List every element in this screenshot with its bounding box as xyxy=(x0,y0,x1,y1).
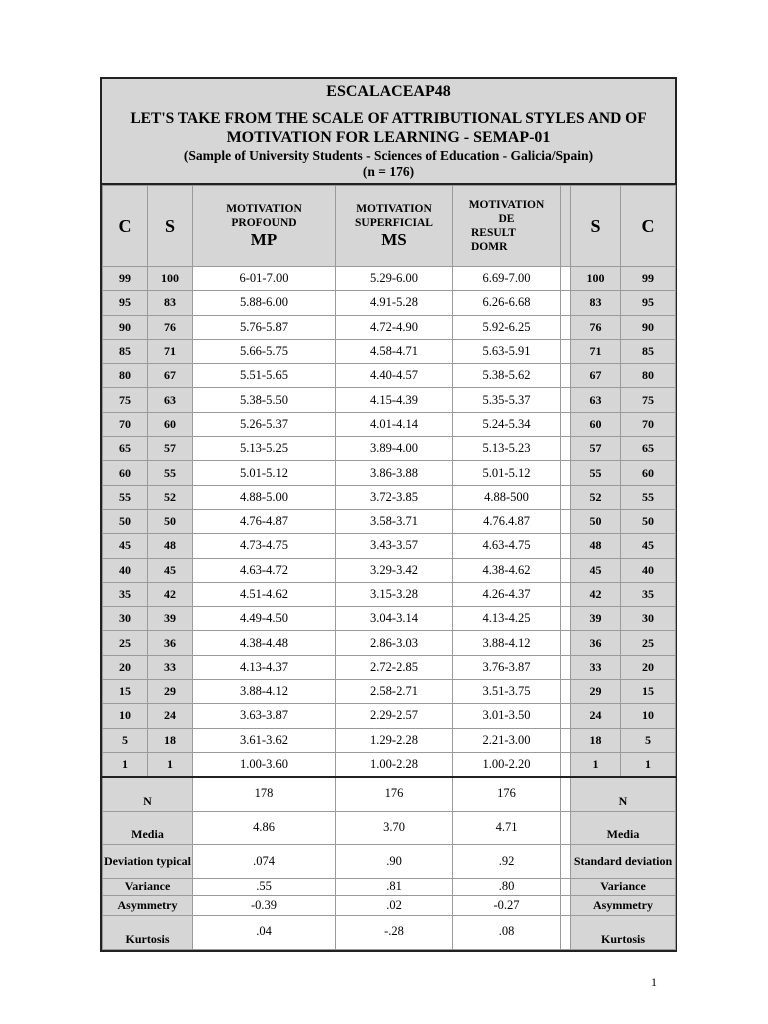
stat-mp-value: -0.39 xyxy=(193,895,336,915)
score-s-left: 29 xyxy=(148,680,193,704)
mp-range: 5.13-5.25 xyxy=(193,437,336,461)
mp-range: 5.38-5.50 xyxy=(193,388,336,412)
domr-range: 5.24-5.34 xyxy=(453,412,561,436)
header-domr-line1: MOTIVATION xyxy=(468,199,545,211)
percentile-c-right: 35 xyxy=(621,582,676,606)
stat-ms-value: .02 xyxy=(336,895,453,915)
stat-mp-value: .074 xyxy=(193,844,336,878)
score-s-right: 60 xyxy=(571,412,621,436)
percentile-c-left: 40 xyxy=(103,558,148,582)
row-spacer xyxy=(561,534,571,558)
score-s-left: 60 xyxy=(148,412,193,436)
header-mp-line2: PROFOUND xyxy=(231,217,297,229)
percentile-c-left: 65 xyxy=(103,437,148,461)
scale-code-title: ESCALACEAP48 xyxy=(326,83,451,100)
domr-range: 4.13-4.25 xyxy=(453,607,561,631)
mp-range: 4.63-4.72 xyxy=(193,558,336,582)
ms-range: 1.29-2.28 xyxy=(336,728,453,752)
mp-range: 4.51-4.62 xyxy=(193,582,336,606)
stat-ms-value: 176 xyxy=(336,777,453,811)
stat-spacer xyxy=(561,844,571,878)
table-row xyxy=(103,534,676,558)
stat-domr-value: .08 xyxy=(453,915,561,949)
table-row xyxy=(103,631,676,655)
percentile-c-right: 65 xyxy=(621,437,676,461)
percentile-c-left: 70 xyxy=(103,412,148,436)
sample-description: (Sample of University Students - Sciences of Education - Galicia/Spain) xyxy=(183,148,594,163)
percentile-c-right: 30 xyxy=(621,607,676,631)
ms-range: 4.58-4.71 xyxy=(336,339,453,363)
stat-ms-value: -.28 xyxy=(336,915,453,949)
percentile-c-left: 15 xyxy=(103,680,148,704)
domr-range: 4.88-500 xyxy=(453,485,561,509)
stat-row xyxy=(103,878,676,895)
stat-label-left: Variance xyxy=(103,878,193,895)
mp-range: 4.49-4.50 xyxy=(193,607,336,631)
row-spacer xyxy=(561,631,571,655)
percentile-c-right: 20 xyxy=(621,655,676,679)
domr-range: 6.69-7.00 xyxy=(453,267,561,291)
ms-range: 5.29-6.00 xyxy=(336,267,453,291)
stat-mp-value: 4.86 xyxy=(193,811,336,844)
percentile-c-left: 60 xyxy=(103,461,148,485)
score-s-left: 55 xyxy=(148,461,193,485)
mp-range: 4.73-4.75 xyxy=(193,534,336,558)
mp-range: 3.63-3.87 xyxy=(193,704,336,728)
score-s-right: 67 xyxy=(571,364,621,388)
header-mp-line1: MOTIVATION xyxy=(226,203,302,215)
stat-domr-value: .92 xyxy=(453,844,561,878)
mp-range: 3.88-4.12 xyxy=(193,680,336,704)
header-row xyxy=(103,186,676,267)
header-ms xyxy=(336,186,453,267)
stat-mp-value: .55 xyxy=(193,878,336,895)
ms-range: 3.04-3.14 xyxy=(336,607,453,631)
row-spacer xyxy=(561,339,571,363)
percentile-c-left: 25 xyxy=(103,631,148,655)
mp-range: 4.88-5.00 xyxy=(193,485,336,509)
stat-ms-value: .81 xyxy=(336,878,453,895)
score-s-right: 50 xyxy=(571,509,621,533)
mp-range: 5.88-6.00 xyxy=(193,291,336,315)
table-row xyxy=(103,704,676,728)
stat-domr-value: 4.71 xyxy=(453,811,561,844)
percentile-c-left: 99 xyxy=(103,267,148,291)
row-spacer xyxy=(561,485,571,509)
scale-name-line2: MOTIVATION FOR LEARNING - SEMAP-01 xyxy=(226,129,551,146)
mp-range: 5.01-5.12 xyxy=(193,461,336,485)
table-row xyxy=(103,607,676,631)
header-spacer xyxy=(561,186,571,267)
domr-range: 4.76.4.87 xyxy=(453,509,561,533)
stat-label-right: Kurtosis xyxy=(571,915,676,949)
stat-label-right: Variance xyxy=(571,878,676,895)
percentile-c-left: 45 xyxy=(103,534,148,558)
stat-label-right: Media xyxy=(571,811,676,844)
percentile-c-left: 75 xyxy=(103,388,148,412)
score-s-left: 100 xyxy=(148,267,193,291)
stat-spacer xyxy=(561,878,571,895)
score-s-right: 83 xyxy=(571,291,621,315)
header-ms-line2: SUPERFICIAL xyxy=(355,217,433,229)
score-s-right: 18 xyxy=(571,728,621,752)
table-row xyxy=(103,485,676,509)
score-s-left: 36 xyxy=(148,631,193,655)
stat-label-left: Media xyxy=(103,811,193,844)
stat-row xyxy=(103,844,676,878)
ms-range: 4.72-4.90 xyxy=(336,315,453,339)
stat-domr-value: -0.27 xyxy=(453,895,561,915)
header-c-left: C xyxy=(103,186,148,267)
table-row xyxy=(103,558,676,582)
score-s-right: 71 xyxy=(571,339,621,363)
stat-spacer xyxy=(561,777,571,811)
score-s-left: 50 xyxy=(148,509,193,533)
row-spacer xyxy=(561,437,571,461)
percentile-c-left: 35 xyxy=(103,582,148,606)
stat-label-right: N xyxy=(571,777,676,811)
table-row xyxy=(103,267,676,291)
header-domr-line3: RESULT xyxy=(471,227,516,239)
score-s-left: 33 xyxy=(148,655,193,679)
domr-range: 3.88-4.12 xyxy=(453,631,561,655)
score-s-right: 63 xyxy=(571,388,621,412)
mp-range: 3.61-3.62 xyxy=(193,728,336,752)
stat-label-left: N xyxy=(103,777,193,811)
score-s-left: 83 xyxy=(148,291,193,315)
domr-range: 5.63-5.91 xyxy=(453,339,561,363)
table-row xyxy=(103,655,676,679)
score-s-right: 48 xyxy=(571,534,621,558)
row-spacer xyxy=(561,267,571,291)
row-spacer xyxy=(561,364,571,388)
score-s-right: 57 xyxy=(571,437,621,461)
score-s-left: 24 xyxy=(148,704,193,728)
percentile-c-right: 25 xyxy=(621,631,676,655)
domr-range: 5.92-6.25 xyxy=(453,315,561,339)
header-s-right: S xyxy=(571,186,621,267)
table-row xyxy=(103,388,676,412)
score-s-right: 55 xyxy=(571,461,621,485)
row-spacer xyxy=(561,655,571,679)
row-spacer xyxy=(561,607,571,631)
table-row xyxy=(103,291,676,315)
mp-range: 1.00-3.60 xyxy=(193,752,336,777)
percentile-c-right: 55 xyxy=(621,485,676,509)
table-row xyxy=(103,680,676,704)
domr-range: 2.21-3.00 xyxy=(453,728,561,752)
page-number: 1 xyxy=(651,975,657,989)
domr-range: 4.63-4.75 xyxy=(453,534,561,558)
header-domr-line2: DE xyxy=(498,213,515,225)
score-s-left: 52 xyxy=(148,485,193,509)
header-mp xyxy=(193,186,336,267)
stat-label-left: Kurtosis xyxy=(103,915,193,949)
header-domr-line4: DOMR xyxy=(471,241,508,253)
row-spacer xyxy=(561,728,571,752)
row-spacer xyxy=(561,752,571,777)
title-block xyxy=(102,79,675,185)
percentile-c-right: 10 xyxy=(621,704,676,728)
percentile-c-right: 60 xyxy=(621,461,676,485)
norms-table xyxy=(102,185,676,950)
header-c-right: C xyxy=(621,186,676,267)
score-s-left: 42 xyxy=(148,582,193,606)
score-s-right: 39 xyxy=(571,607,621,631)
table-row xyxy=(103,315,676,339)
stat-spacer xyxy=(561,811,571,844)
stat-mp-value: 178 xyxy=(193,777,336,811)
stat-label-left: Deviation typical xyxy=(103,844,193,878)
score-s-left: 57 xyxy=(148,437,193,461)
row-spacer xyxy=(561,461,571,485)
table-row xyxy=(103,728,676,752)
scale-name-line1: LET'S TAKE FROM THE SCALE OF ATTRIBUTIONAL STYLES AND OF xyxy=(130,110,647,127)
score-s-left: 71 xyxy=(148,339,193,363)
percentile-c-right: 40 xyxy=(621,558,676,582)
row-spacer xyxy=(561,582,571,606)
stat-spacer xyxy=(561,915,571,949)
score-s-right: 33 xyxy=(571,655,621,679)
domr-range: 6.26-6.68 xyxy=(453,291,561,315)
domr-range: 1.00-2.20 xyxy=(453,752,561,777)
ms-range: 1.00-2.28 xyxy=(336,752,453,777)
table-row xyxy=(103,461,676,485)
mp-range: 4.76-4.87 xyxy=(193,509,336,533)
score-s-right: 24 xyxy=(571,704,621,728)
percentile-c-right: 15 xyxy=(621,680,676,704)
percentile-c-left: 20 xyxy=(103,655,148,679)
ms-range: 2.72-2.85 xyxy=(336,655,453,679)
header-domr xyxy=(453,186,561,267)
score-s-right: 76 xyxy=(571,315,621,339)
table-row xyxy=(103,509,676,533)
norms-table-document xyxy=(100,77,677,952)
ms-range: 3.89-4.00 xyxy=(336,437,453,461)
score-s-right: 100 xyxy=(571,267,621,291)
percentile-c-left: 10 xyxy=(103,704,148,728)
score-s-left: 63 xyxy=(148,388,193,412)
domr-range: 5.01-5.12 xyxy=(453,461,561,485)
score-s-left: 76 xyxy=(148,315,193,339)
table-row xyxy=(103,339,676,363)
stat-row xyxy=(103,895,676,915)
row-spacer xyxy=(561,412,571,436)
row-spacer xyxy=(561,509,571,533)
domr-range: 5.35-5.37 xyxy=(453,388,561,412)
percentile-c-right: 1 xyxy=(621,752,676,777)
percentile-c-right: 85 xyxy=(621,339,676,363)
score-s-left: 67 xyxy=(148,364,193,388)
percentile-c-right: 45 xyxy=(621,534,676,558)
score-s-left: 48 xyxy=(148,534,193,558)
percentile-c-left: 50 xyxy=(103,509,148,533)
percentile-c-right: 80 xyxy=(621,364,676,388)
score-s-right: 42 xyxy=(571,582,621,606)
percentile-c-left: 90 xyxy=(103,315,148,339)
ms-range: 4.01-4.14 xyxy=(336,412,453,436)
table-row xyxy=(103,437,676,461)
row-spacer xyxy=(561,291,571,315)
ms-range: 2.29-2.57 xyxy=(336,704,453,728)
percentile-c-right: 95 xyxy=(621,291,676,315)
stat-ms-value: 3.70 xyxy=(336,811,453,844)
stat-ms-value: .90 xyxy=(336,844,453,878)
percentile-c-right: 70 xyxy=(621,412,676,436)
domr-range: 3.76-3.87 xyxy=(453,655,561,679)
score-s-right: 29 xyxy=(571,680,621,704)
score-s-left: 1 xyxy=(148,752,193,777)
stat-domr-value: .80 xyxy=(453,878,561,895)
row-spacer xyxy=(561,704,571,728)
mp-range: 4.38-4.48 xyxy=(193,631,336,655)
domr-range: 3.51-3.75 xyxy=(453,680,561,704)
stat-label-left: Asymmetry xyxy=(103,895,193,915)
ms-range: 2.58-2.71 xyxy=(336,680,453,704)
header-mp-abbr: MP xyxy=(250,230,278,249)
score-s-left: 45 xyxy=(148,558,193,582)
domr-range: 3.01-3.50 xyxy=(453,704,561,728)
mp-range: 5.51-5.65 xyxy=(193,364,336,388)
percentile-c-right: 90 xyxy=(621,315,676,339)
percentile-c-right: 75 xyxy=(621,388,676,412)
score-s-right: 45 xyxy=(571,558,621,582)
percentile-c-right: 50 xyxy=(621,509,676,533)
ms-range: 3.86-3.88 xyxy=(336,461,453,485)
ms-range: 2.86-3.03 xyxy=(336,631,453,655)
stat-domr-value: 176 xyxy=(453,777,561,811)
percentile-c-right: 5 xyxy=(621,728,676,752)
mp-range: 5.76-5.87 xyxy=(193,315,336,339)
percentile-c-left: 1 xyxy=(103,752,148,777)
domr-range: 5.38-5.62 xyxy=(453,364,561,388)
stat-label-right: Asymmetry xyxy=(571,895,676,915)
score-s-left: 18 xyxy=(148,728,193,752)
ms-range: 3.43-3.57 xyxy=(336,534,453,558)
stat-row xyxy=(103,915,676,949)
stat-mp-value: .04 xyxy=(193,915,336,949)
mp-range: 5.26-5.37 xyxy=(193,412,336,436)
header-ms-abbr: MS xyxy=(381,230,407,249)
mp-range: 5.66-5.75 xyxy=(193,339,336,363)
percentile-c-left: 55 xyxy=(103,485,148,509)
header-s-left: S xyxy=(148,186,193,267)
score-s-right: 1 xyxy=(571,752,621,777)
stat-row xyxy=(103,777,676,811)
score-s-left: 39 xyxy=(148,607,193,631)
percentile-c-left: 80 xyxy=(103,364,148,388)
mp-range: 6-01-7.00 xyxy=(193,267,336,291)
percentile-c-left: 5 xyxy=(103,728,148,752)
ms-range: 3.15-3.28 xyxy=(336,582,453,606)
row-spacer xyxy=(561,558,571,582)
percentile-c-right: 99 xyxy=(621,267,676,291)
table-row xyxy=(103,752,676,777)
stat-row xyxy=(103,811,676,844)
ms-range: 4.15-4.39 xyxy=(336,388,453,412)
table-row xyxy=(103,364,676,388)
ms-range: 3.58-3.71 xyxy=(336,509,453,533)
percentile-c-left: 85 xyxy=(103,339,148,363)
mp-range: 4.13-4.37 xyxy=(193,655,336,679)
score-s-right: 36 xyxy=(571,631,621,655)
table-row xyxy=(103,582,676,606)
table-row xyxy=(103,412,676,436)
stat-label-right: Standard deviation xyxy=(571,844,676,878)
stat-spacer xyxy=(561,895,571,915)
row-spacer xyxy=(561,680,571,704)
ms-range: 4.40-4.57 xyxy=(336,364,453,388)
row-spacer xyxy=(561,388,571,412)
ms-range: 4.91-5.28 xyxy=(336,291,453,315)
ms-range: 3.72-3.85 xyxy=(336,485,453,509)
score-s-right: 52 xyxy=(571,485,621,509)
domr-range: 4.38-4.62 xyxy=(453,558,561,582)
ms-range: 3.29-3.42 xyxy=(336,558,453,582)
header-ms-line1: MOTIVATION xyxy=(356,203,432,215)
percentile-c-left: 30 xyxy=(103,607,148,631)
percentile-c-left: 95 xyxy=(103,291,148,315)
row-spacer xyxy=(561,315,571,339)
domr-range: 5.13-5.23 xyxy=(453,437,561,461)
domr-range: 4.26-4.37 xyxy=(453,582,561,606)
sample-size: (n = 176) xyxy=(362,164,415,179)
